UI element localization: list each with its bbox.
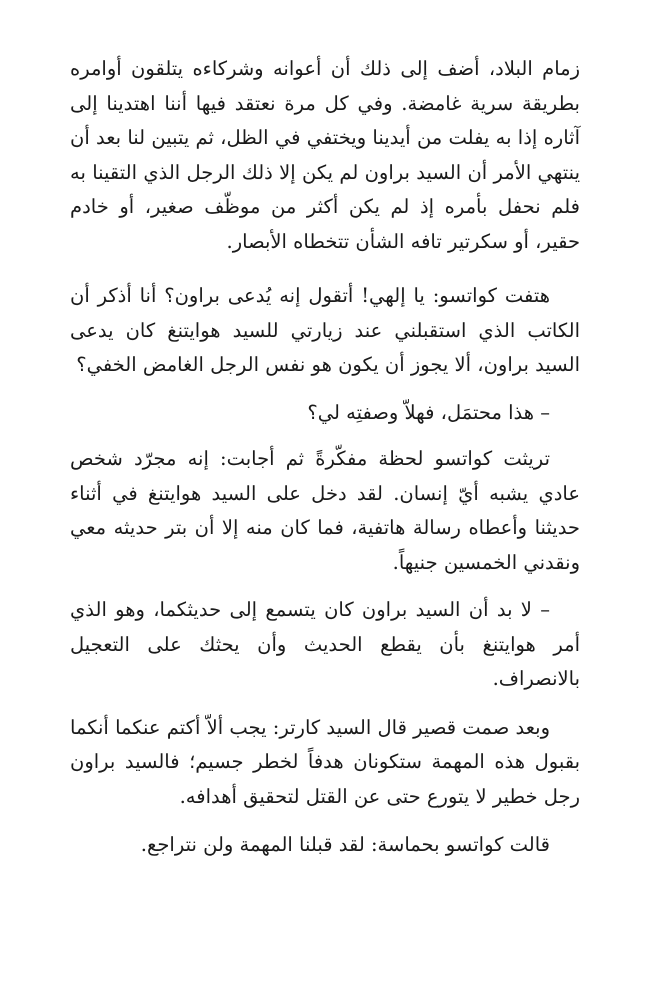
book-page xyxy=(70,52,580,863)
paragraph-5: قالت كواتسو بحماسة: لقد قبلنا المهمة ولن نتراجع. xyxy=(140,833,550,856)
paragraph-3: تريثت كواتسو لحظة مفكّرةً ثم أجابت: إنه مجرّد شخص عادي يشبه أيّ إنسان. لقد دخل على السيد هوايتنغ في أثناء حديثنا وأعطاه رسالة هاتفية، فما كان منه إلا أن بتر حديثه معي ونقدني الخمسين جنيهاً. xyxy=(70,447,580,574)
dialogue-line-2: – لا بد أن السيد براون كان يتسمع إلى حديثكما، وهو الذي أمر هوايتنغ بأن يقطع الحديث وأن يحثك على التعجيل بالانصراف. xyxy=(70,598,580,690)
paragraph-1: زمام البلاد، أضف إلى ذلك أن أعوانه وشركاءه يتلقون أوامره بطريقة سرية غامضة. وفي كل مرة نعتقد فيها أننا اهتدينا إلى آثاره إذا به يفلت من أيدينا ويختفي في الظل، ثم يتبين لنا بعد أن ينتهي الأمر أن السيد براون لم يكن إلا ذلك الرجل الذي التقينا به فلم نحفل بأمره إذ لم يكن أكثر من موظّف صغير، أو خادم حقير، أو سكرتير تافه الشأن تتخطاه الأبصار. xyxy=(70,57,580,253)
paragraph-4: وبعد صمت قصير قال السيد كارتر: يجب ألاّ أكتم عنكما أنكما بقبول هذه المهمة ستكونان هدفاً لخطر جسيم؛ فالسيد براون رجل خطير لا يتورع حتى عن القتل لتحقيق أهدافه. xyxy=(70,715,580,808)
dialogue-line-1: – هذا محتمَل، فهلاّ وصفتِه لي؟ xyxy=(307,400,550,424)
paragraph-2: هتفت كواتسو: يا إلهي! أتقول إنه يُدعى براون؟ أنا أذكر أن الكاتب الذي استقبلني عند زيارتي للسيد هوايتنغ كان يدعى السيد براون، ألا يجوز أن يكون هو نفس الرجل الغامض الخفي؟ xyxy=(70,284,580,376)
